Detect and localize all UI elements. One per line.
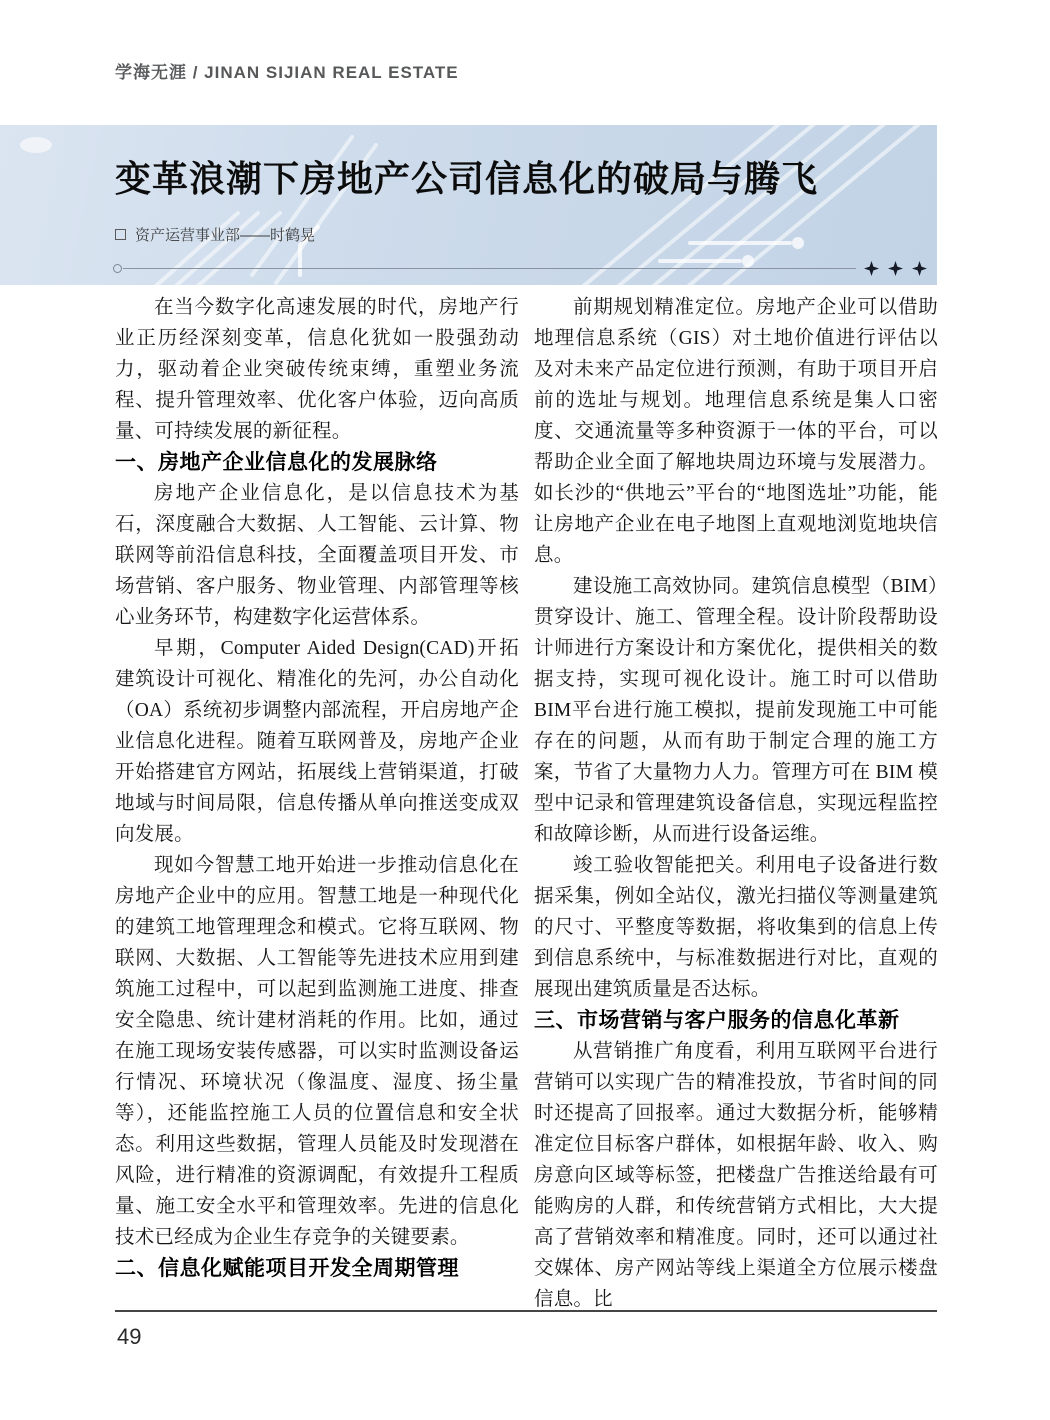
- page-header: [115, 58, 459, 83]
- section-heading-3: 三、市场营销与客户服务的信息化革新: [534, 1009, 900, 1032]
- circle-end-icon: [113, 264, 122, 273]
- decorative-rule: [113, 258, 927, 278]
- rule-line: [123, 268, 856, 269]
- page-number: 49: [117, 1324, 142, 1349]
- paragraph: 在当今数字化高速发展的时代，房地产行业正历经深刻变革，信息化犹如一股强劲动力，驱动着企业突破传统束缚，重塑业务流程、提升管理效率、优化客户体验，迈向高质量、可持续发展的新征程。: [115, 297, 519, 442]
- section-heading-1: 一、房地产企业信息化的发展脉络: [115, 451, 438, 474]
- byline: [115, 224, 315, 245]
- paragraph: 早期，Computer Aided Design(CAD)开拓建筑设计可视化、精准化的先河，办公自动化（OA）系统初步调整内部流程，开启房地产企业信息化进程。随着互联网普及，房地产企业开始搭建官方网站，拓展线上营销渠道，打破地域与时间局限，信息传播从单向推送变成双向发展。: [115, 638, 519, 845]
- title-banner: [0, 125, 937, 285]
- left-column: [115, 292, 519, 1315]
- paragraph: 竣工验收智能把关。利用电子设备进行数据采集，例如全站仪，激光扫描仪等测量建筑的尺寸、平整度等数据，将收集到的信息上传到信息系统中，与标准数据进行对比，直观的展现出建筑质量是否达标。: [534, 855, 938, 1000]
- footer-divider: [115, 1310, 937, 1312]
- article-body: [115, 292, 938, 1315]
- paragraph: 前期规划精准定位。房地产企业可以借助地理信息系统（GIS）对土地价值进行评估以及对未来产品定位进行预测，有助于项目开启前的选址与规划。地理信息系统是集人口密度、交通流量等多种资源于一体的平台，可以帮助企业全面了解地块周边环境与发展潜力。如长沙的“供地云”平台的“地图选址”功能，能让房地产企业在电子地图上直观地浏览地块信息。: [534, 297, 938, 566]
- byline-text: 资产运营事业部——时鹤晃: [135, 227, 316, 244]
- paragraph: 建设施工高效协同。建筑信息模型（BIM）贯穿设计、施工、管理全程。设计阶段帮助设计师进行方案设计和方案优化，提供相关的数据支持，实现可视化设计。施工时可以借助BIM平台进行施工模拟，提前发现施工中可能存在的问题，从而有助于制定合理的施工方案，节省了大量物力人力。管理方可在 BIM 模型中记录和管理建筑设备信息，实现远程监控和故障诊断，从而进行设备运维。: [534, 576, 938, 845]
- sparkle-icon: [888, 261, 903, 276]
- byline-square-icon: [115, 229, 126, 240]
- paragraph: 从营销推广角度看，利用互联网平台进行营销可以实现广告的精准投放，节省时间的同时还提高了回报率。通过大数据分析，能够精准定位目标客户群体，如根据年龄、收入、购房意向区域等标签，把楼盘广告推送给最有可能购房的人群，和传统营销方式相比，大大提高了营销效率和精准度。同时，还可以通过社交媒体、房产网站等线上渠道全方位展示楼盘信息。比: [534, 1041, 938, 1310]
- sparkle-icon: [864, 261, 879, 276]
- right-column: [534, 292, 938, 1315]
- sparkle-icons: [864, 261, 927, 276]
- header-text: 学海无涯 / JINAN SIJIAN REAL ESTATE: [115, 63, 459, 82]
- article-title: 变革浪潮下房地产公司信息化的破局与腾飞: [115, 158, 819, 199]
- section-heading-2: 二、信息化赋能项目开发全周期管理: [115, 1257, 459, 1280]
- sparkle-icon: [912, 261, 927, 276]
- paragraph: 现如今智慧工地开始进一步推动信息化在房地产企业中的应用。智慧工地是一种现代化的建筑工地管理理念和模式。它将互联网、物联网、大数据、人工智能等先进技术应用到建筑施工过程中，可以起到监测施工进度、排查安全隐患、统计建材消耗的作用。比如，通过在施工现场安装传感器，可以实时监测设备运行情况、环境状况（像温度、湿度、扬尘量等），还能监控施工人员的位置信息和安全状态。利用这些数据，管理人员能及时发现潜在风险，进行精准的资源调配，有效提升工程质量、施工安全水平和管理效率。先进的信息化技术已经成为企业生存竞争的关键要素。: [115, 855, 519, 1248]
- paragraph: 房地产企业信息化，是以信息技术为基石，深度融合大数据、人工智能、云计算、物联网等前沿信息科技，全面覆盖项目开发、市场营销、客户服务、物业管理、内部管理等核心业务环节，构建数字化运营体系。: [115, 483, 519, 628]
